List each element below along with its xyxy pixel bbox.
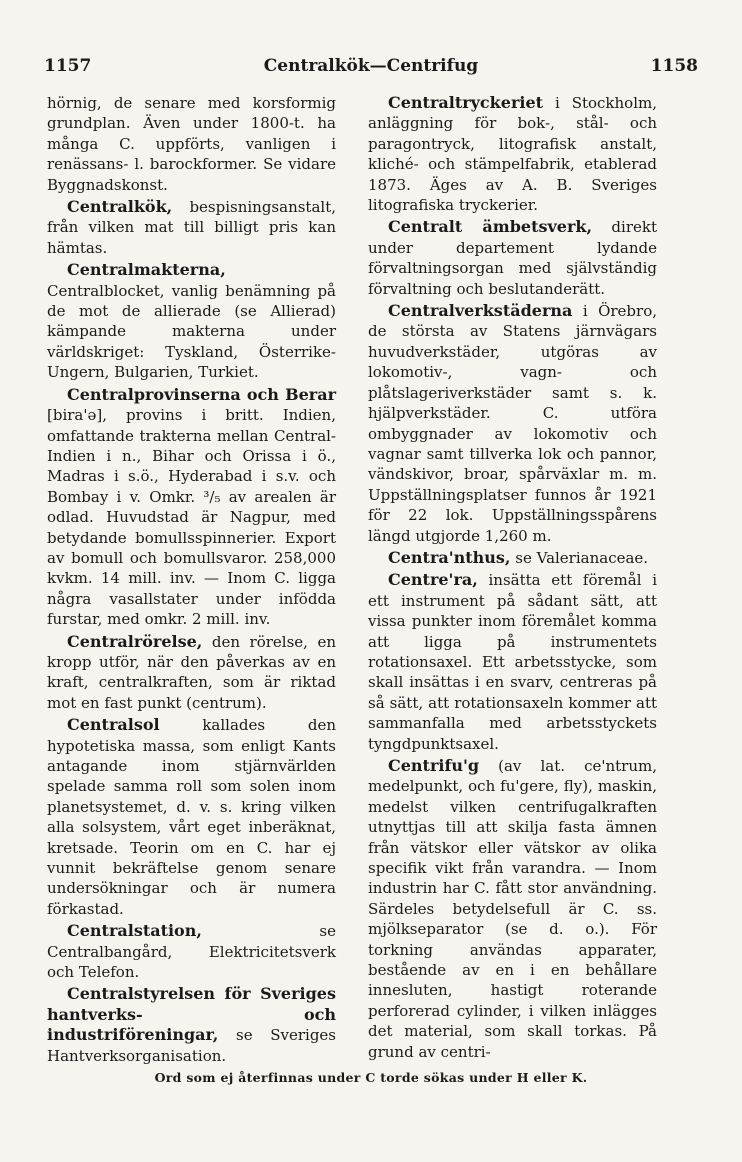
entry-text: direkt under departement lydande förvaltningsorgan med självständig förvaltning och beslutanderätt. — [368, 218, 657, 298]
headword: Centra'nthus, — [388, 547, 511, 567]
headword: Centralt ämbetsverk, — [388, 217, 593, 237]
left-entry-1 — [47, 197, 336, 258]
headword: Centralrörelse, — [67, 631, 203, 651]
headword: Centre'ra, — [388, 570, 478, 590]
entry-text: se Sveriges Hantverksorganisation. — [47, 1026, 336, 1065]
entry-text: se Valerianaceae. — [510, 548, 649, 567]
entry-text: kallades den hypotetiska massa, som enligt Kants antagande inom stjärnvärlden spelade samma roll som solen inom planetsystemet, d. v. s. kring vilken alla solsystem, vårt eget inberäknat, kretsade. Teorin om en C. har ej vunnit bekräftelse genom senare undersökningar och är numera förkastad. — [47, 716, 336, 918]
left-entry-0 — [47, 93, 336, 195]
left-entry-6 — [47, 921, 336, 982]
left-entry-7 — [47, 984, 336, 1066]
page-footer-note: Ord som ej återfinnas under C torde sökas under H eller K. — [154, 1070, 588, 1085]
headword: Centralmakterna, — [67, 260, 226, 280]
entry-text: hörnig, de senare med korsformig grundplan. Även under 1800-t. ha många C. uppförts, vanligen i renässans- l. barockformer. Se vidare Byggnadskonst. — [47, 94, 336, 194]
entry-text: (av lat. ce'ntrum, medelpunkt, och fu'gere, fly), maskin, medelst vilken centrifugalkraften utnyttjas till att skilja fasta ämnen från vätskor eller vätskor av olika specifik vikt från varandra. — Inom industrin har C. fått stor användning. Särdeles betydelsefull är C. ss. mjölkseparator (se d. o.). För torkning användas apparater, bestående av en i en behållare innesluten, hastigt roterande perforerad cylinder, i vilken inlägges det material, som skall torkas. På grund av centri- — [368, 757, 657, 1061]
right-entry-0 — [368, 93, 657, 215]
right-entry-5 — [368, 756, 657, 1062]
left-entry-3 — [47, 385, 336, 630]
entry-text: [bira'ə], provins i britt. Indien, omfattande trakterna mellan Central-Indien i n., Bihar och Orissa i ö., Madras i s.ö., Hyderabad i s.v. och Bombay i v. Omkr. ³/₅ av arealen är odlad. Huvudstad är Nagpur, med betydande bomullsspinnerier. Export av bomull och bomullsvaror. 258,000 kvkm. 14 mill. inv. — Inom C. ligga några vasallstater under infödda furstar, med omkr. 2 mill. inv. — [47, 406, 336, 629]
headword: Centralprovinserna och Berar — [67, 384, 336, 404]
right-entry-2 — [368, 301, 657, 546]
page-header — [44, 56, 698, 82]
headword: Centralstation, — [67, 921, 202, 941]
headword: Centralstyrelsen för Sveriges hantverks- och industriföreningar, — [47, 984, 336, 1045]
entry-text: i Örebro, de största av Statens järnvägars huvudverkstäder, utgöras av lokomotiv-, vagn- och plåtslageriverkstäder samt s. k. hjälpverkstäder. C. utföra ombyggnader av lokomotiv och vagnar samt tillverka lok och pannor, vändskivor, broar, spårväxlar m. m. Uppställningsplatser funnos år 1921 för 22 lok. Uppställningsspårens längd utgjorde 1,260 m. — [368, 302, 657, 545]
right-column — [368, 93, 657, 1064]
left-entry-4 — [47, 632, 336, 714]
page-number-left: 1157 — [44, 56, 92, 76]
entry-text: den rörelse, en kropp utför, när den påverkas av en kraft, centralkraften, som är riktad mot en fast punkt (centrum). — [47, 632, 336, 712]
headword: Centraltryckeriet — [388, 93, 544, 112]
headword: Centralkök, — [67, 197, 173, 217]
running-title: Centralkök—Centrifug — [263, 56, 479, 76]
left-entry-5 — [47, 715, 336, 919]
entry-text: i Stockholm, anläggning för bok-, stål- och paragontryck, litografisk anstalt, kliché- och stämpelfabrik, etablerad 1873. Äges av A. B. Sveriges litografiska tryckerier. — [368, 94, 657, 215]
headword: Centralsol — [67, 715, 160, 735]
left-entry-2 — [47, 260, 336, 382]
entry-text: bespisningsanstalt, från vilken mat till billigt pris kan hämtas. — [47, 198, 336, 257]
headword: Centrifu'g — [388, 756, 480, 775]
left-column — [47, 93, 336, 1068]
entry-text: insätta ett föremål i ett instrument på sådant sätt, att vissa punkter inom föremålet komma att ligga på instrumentets rotationsaxel. Ett arbetsstycke, som skall insättas i en svarv, centreras på så sätt, att rotationsaxeln kommer att sammanfalla med arbetsstyckets tyngdpunktsaxel. — [368, 571, 657, 753]
right-entry-3 — [368, 548, 657, 568]
right-entry-1 — [368, 217, 657, 299]
headword: Centralverkstäderna — [388, 301, 573, 321]
right-entry-4 — [368, 570, 657, 754]
page-number-right: 1158 — [650, 56, 698, 76]
entry-text: Centralblocket, vanlig benämning på de mot de allierade (se Allierad) kämpande makterna under världskriget: Tyskland, Österrike-Ungern, Bulgarien, Turkiet. — [47, 281, 336, 382]
entry-text: se Centralbangård, Elektricitetsverk och Telefon. — [47, 922, 336, 982]
